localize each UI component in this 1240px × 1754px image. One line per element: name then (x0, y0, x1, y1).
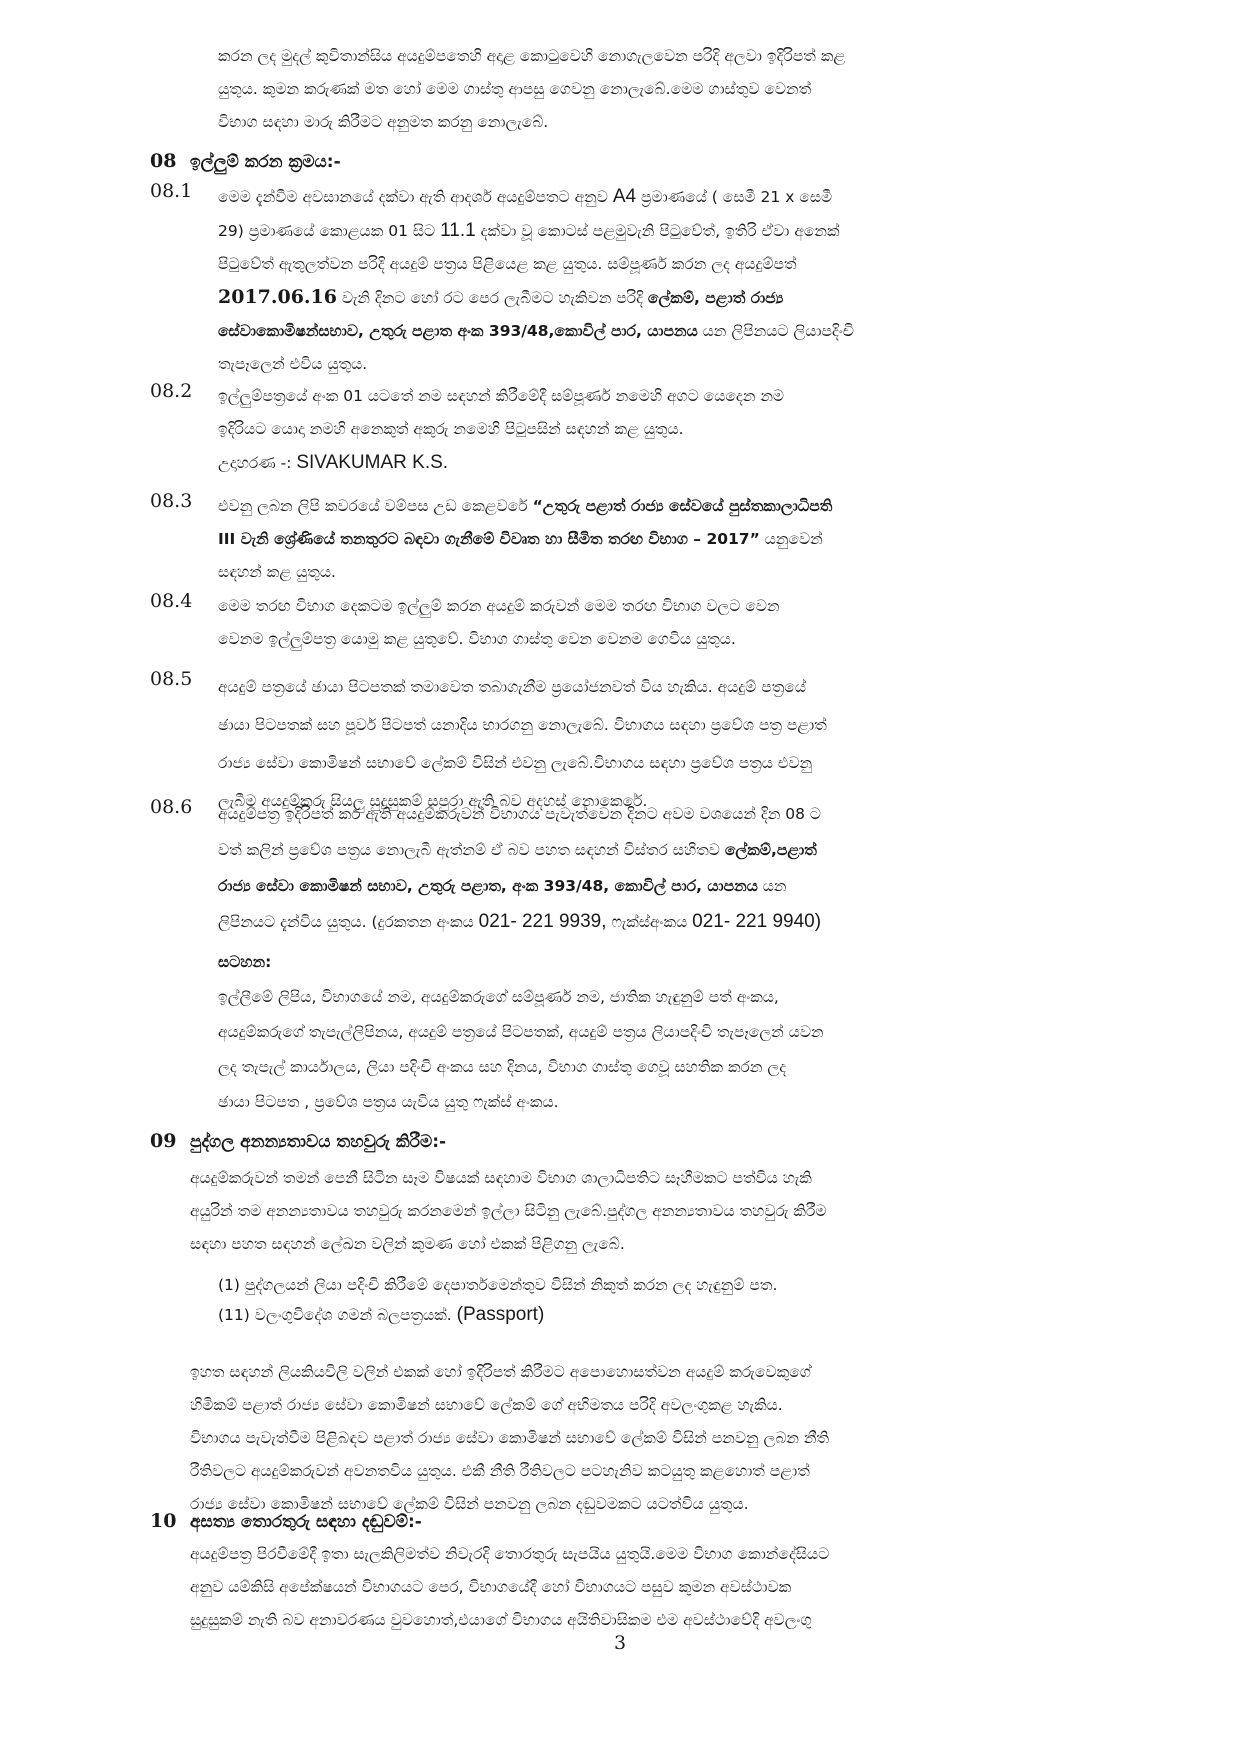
clause-line (218, 490, 1098, 523)
clause-line (218, 315, 1098, 348)
text-run: දක්වා වූ කොටස් පළමුවැනි පිටුවේත්, ඉතිරි ඒවා අනෙක් (480, 222, 840, 240)
paper-size: A4 (612, 186, 637, 207)
clause-number: 08.5 (150, 668, 193, 690)
clause-line: රාජ්‍ය සේවා කොමිෂන් සභාවේ ලේකම් විසින් එවනු ලැබේ.විභාගය සඳහා ප්‍රවේශ පත්‍රය එවනු (218, 754, 813, 772)
clause-line: පිටුවේත් ඇතුලත්වන පරිදි අයදුම් පත්‍රය පිළියෙළ කළ යුතුය. සම්පූර්ණ කරන ලද අයදුම්පත් (218, 255, 797, 273)
paragraph-line: අයදුම්පත්‍ර පිරවීමේදී ඉතා සැලකිලිමත්ව නිවැරදි තොරතුරු සැපයිය යුතුයි.මෙම විභාග කොන්දේසියට (190, 1545, 830, 1563)
section-10-heading (150, 1510, 422, 1532)
address-bold: ලේකම්,පළාත් (724, 841, 817, 859)
fax-number: 021- 221 9940) (692, 911, 822, 932)
clause-line (218, 281, 1098, 315)
section-title: ඉල්ලුම් කරන ක්‍රමය:- (190, 152, 341, 172)
section-10-paragraph (190, 1538, 1098, 1637)
clause-line: ලැබීම අයදුම්කරු සියලු සුදුසුකම් සපුරා ඇති බව අදහස් නොකෙරේ. (218, 792, 648, 810)
address-bold: ලේකම්, පළාත් රාජ්‍ය (647, 289, 784, 307)
paragraph-line: සුදුසුකම් නැති බව අනාවරණය වුවහොත්,එයාගේ විභාගය අයිතිවාසිකම එම අවස්ථාවේදි අවලංගු (190, 1611, 812, 1629)
paragraph-line: විභාගය පැවැත්වීම පිළිබඳව පළාත් රාජ්‍ය සේවා කොමිෂන් සභාවේ ලේකම් විසින් පනවනු ලබන නීති (190, 1429, 830, 1447)
address-bold: සේවාකොමිෂන්සභාව, උතුරු පළාත අංක 393/48,කොවිල් පාර, යාපනය (218, 322, 698, 340)
text-run: යන ලිපිනයට ලියාපදිංචි (702, 322, 854, 340)
text-run: ප්‍රමාණයේ ( සෙමී 21 x සෙමී (641, 188, 833, 206)
clause-line (218, 180, 1098, 214)
note-line: ඉල්ලීමේ ලිපිය, විභාගයේ නම, අයදුම්කරුගේ සම්පූර්ණ නම, ජාතික හැඳුනුම් පත් අංකය, (218, 988, 779, 1006)
text-run: යනුවෙන් (764, 530, 823, 548)
text-run: ලිපිනයට දැන්විය යුතුය. (දුරකතන අංකය (218, 913, 474, 931)
paragraph-line: ඉහත සඳහන් ලියකියවිලි වලින් එකක් හෝ ඉදිරිපත් කිරීමට අපොහොසත්වන අයදුම් කරුවෙකුගේ (190, 1363, 811, 1381)
clause-line: ඡායා පිටපතක් සහ පූර්ව පිටපත් යනාදිය භාරගනු නොලැබේ. විභාගය සඳහා ප්‍රවේශ පත්‍ර පළාත් (218, 716, 827, 734)
clause-number: 08.2 (150, 380, 193, 402)
text-run: ෆැක්ස්අංකය (611, 913, 688, 931)
clause-line: තැපෑලෙන් එවිය යුතුය. (218, 355, 368, 373)
clause-line: සඳහන් කළ යුතුය. (218, 563, 336, 581)
clause-line: අයදුම්පත්‍ර ඉදිරිපත් කර ඇති අයදුම්කරුවන් විභාගය පැවැත්වෙන දිනට අවම වශයෙන් දින 08 ට (218, 805, 822, 823)
paragraph-line: අයදුම්කරුවන් තමන් පෙනී සිටින සෑම විෂයක් සඳහාම විභාග ශාලාධිපතිට සෑහීමකට පත්විය හැකි (190, 1169, 812, 1187)
paragraph-line: රීතිවලට අයදුම්කරුවන් අවනතවිය යුතුය. එකී නීති රීතිවලට පටහැනිව කටයුතු කළහොත් පළාත් (190, 1462, 810, 1480)
clause-08-2 (218, 380, 1098, 480)
clause-number: 08.4 (150, 590, 193, 612)
note-line: අයදුම්කරුගේ තැපැල්ලිපිනය, අයදුම් පත්‍රයේ පිටපතක්, අයදුම් පත්‍රය ලියාපදිංචි තැපෑලෙන් යවන (218, 1023, 824, 1041)
page-number: 3 (613, 1632, 627, 1654)
clause-line: අයදුම් පත්‍රයේ ඡායා පිටපතක් තමාවෙත තබාගැනීම ප්‍රයෝජනවත් විය හැකිය. අයදුම් පත්‍රයේ (218, 678, 807, 696)
clause-08-4 (218, 590, 1098, 656)
list-item (218, 1300, 777, 1330)
exam-title: “උතුරු පළාත් රාජ්‍ය සේවයේ පුස්තකාලාධිපති (532, 497, 833, 515)
id-document-list (218, 1270, 777, 1330)
section-ref: 11.1 (440, 220, 476, 241)
example-label: උදාහරණ -: (218, 454, 292, 472)
intro-paragraph (218, 40, 1098, 139)
section-title: පුද්ගල අනන්‍යතාවය තහවුරු කිරීම:- (190, 1132, 447, 1152)
phone-number: 021- 221 9939, (478, 911, 607, 932)
section-09-heading (150, 1130, 446, 1152)
text-run: එවනු ලබන ලිපි කවරයේ වම්පස උඩ කෙළවරේ (218, 497, 528, 515)
list-item: (1) පුද්ගලයන් ලියා පදිංචි කිරීමේ දෙපාර්තමෙන්තුව විසින් නිකුත් කරන ලද හැඳුනුම් පත. (218, 1276, 778, 1294)
paragraph-line: රාජ්‍ය සේවා කොමිෂන් සභාවේ ලේකම් විසින් පනවනු ලබන දඬුවමකට යටත්විය යුතුය. (190, 1495, 749, 1513)
deadline-date: 2017.06.16 (218, 286, 337, 308)
intro-line: යුතුය. කුමන කරුණක් මත හෝ මෙම ගාස්තු ආපසු ගෙවනු නොලැබේ.මෙම ගාස්තුව වෙනත් (218, 80, 812, 98)
section-title: අසත්‍ය තොරතුරු සඳහා දඬුවම්:- (190, 1512, 422, 1532)
section-08-heading (150, 150, 341, 172)
clause-08-6 (218, 796, 1098, 940)
address-bold: රාජ්‍ය සේවා කොමිෂන් සභාව, උතුරු පළාත, අංක 393/48, කොවිල් පාර, යාපනය (218, 877, 758, 895)
clause-line (218, 832, 1098, 868)
text-run: 29 (218, 222, 238, 240)
passport-label: (Passport) (456, 1304, 545, 1325)
text-run: යන (762, 877, 787, 895)
text-run: ) ප්‍රමාණයේ කොළයක 01 සිට (237, 222, 436, 240)
example-name: SIVAKUMAR K.S. (296, 452, 449, 473)
clause-line (218, 868, 1098, 904)
note-line: ඡායා පිටපත , ප්‍රවේශ පත්‍රය යැවිය යුතු ෆැක්ස් අංකය. (218, 1093, 559, 1111)
clause-line (218, 214, 1098, 248)
exam-title: III වැනි ශ්‍රේණියේ තනතුරට බඳවා ගැනීමේ විවෘත හා සීමිත තරඟ විභාග – 2017” (218, 530, 760, 548)
section-09-rules (190, 1356, 1098, 1521)
note-line: ලද තැපැල් කාර්යාලය, ලියා පදිංචි අංකය සහ දිනය, විභාග ගාස්තු ගෙවූ සහතික කරන ලද (218, 1058, 787, 1076)
note-label: සටහන: (218, 953, 272, 971)
paragraph-line: අයුරින් තම අනන්‍යතාවය තහවුරු කරනමෙන් ඉල්ලා සිටිනු ලැබේ.පුද්ගල අනන්‍යතාවය තහවුරු කිරීම (190, 1202, 827, 1220)
text-run: (11) වලංගුවිදේශ ගමන් බලපත්‍රයක්. (218, 1306, 452, 1324)
section-number: 10 (150, 1510, 177, 1532)
section-number: 08 (150, 150, 177, 172)
intro-line: විභාග සඳහා මාරු කිරීමට අනුමත කරනු නොලැබේ. (218, 113, 549, 131)
clause-line: වෙනම ඉල්ලුම්පත්‍ර යොමු කළ යුතුවේ. විභාග ගාස්තු වෙන වෙනම ගෙවිය යුතුය. (218, 630, 736, 648)
clause-line: ඉදිරියට යොදා නමහි අනෙකුත් අකුරු නමෙහි පිටුපසින් සඳහන් කළ යුතුය. (218, 420, 684, 438)
clause-line (218, 523, 1098, 556)
intro-line: කරන ලද මුදල් කුවිතාන්සිය අයදුම්පතෙහි අදාළ කොටුවෙහි නොගැලවෙන පරිදි අලවා ඉදිරිපත් කළ (218, 47, 846, 65)
paragraph-line: අනුව යම්කිසි අපේක්ෂයන් විභාගයට පෙර, විභාගයේදී හෝ විභාගයට පසුව කුමන අවස්ථාවක (190, 1578, 792, 1596)
clause-08-1 (218, 180, 1098, 381)
text-run: මෙම දැන්වීම අවසානයේ දක්වා ඇති ආදර්ශ අයදුම්පතට අනුව (218, 188, 608, 206)
paragraph-line: හිමිකම් පළාත් රාජ්‍ය සේවා කොමිෂන් සභාවේ ලේකම් ගේ අභිමතය පරිදි අවලංගුකළ හැකිය. (190, 1396, 783, 1414)
section-number: 09 (150, 1130, 177, 1152)
note-body (218, 980, 1098, 1120)
clause-line: මෙම තරඟ විභාග දෙකටම ඉල්ලුම් කරන අයදුම් කරුවන් මෙම තරඟ විභාග වලට වෙන (218, 597, 780, 615)
section-09-paragraph (190, 1162, 1098, 1261)
clause-number: 08.3 (150, 490, 193, 512)
clause-number: 08.6 (150, 796, 193, 818)
paragraph-line: සඳහා පහත සඳහන් ලේඛන වලින් කුමණ හෝ එකක් පිළිගනු ලැබේ. (190, 1235, 625, 1253)
clause-08-3 (218, 490, 1098, 589)
clause-number: 08.1 (150, 180, 193, 202)
clause-line: ඉල්ලුම්පත්‍රයේ අංක 01 යටතේ නම සඳහන් කිරීමේදී සම්පූර්ණ නමෙහි අගට යෙදෙන නම (218, 387, 785, 405)
text-run: වත් කලින් ප්‍රවේශ පත්‍රය නොලැබී ඇත්නම් ඒ බව පහත සඳහන් විස්තර සහිතව (218, 841, 720, 859)
clause-line (218, 904, 1098, 940)
text-run: වැනි දිනට හෝ රට පෙර ලැබීමට හැකිවන පරිදි (341, 289, 643, 307)
clause-line (218, 446, 1098, 480)
